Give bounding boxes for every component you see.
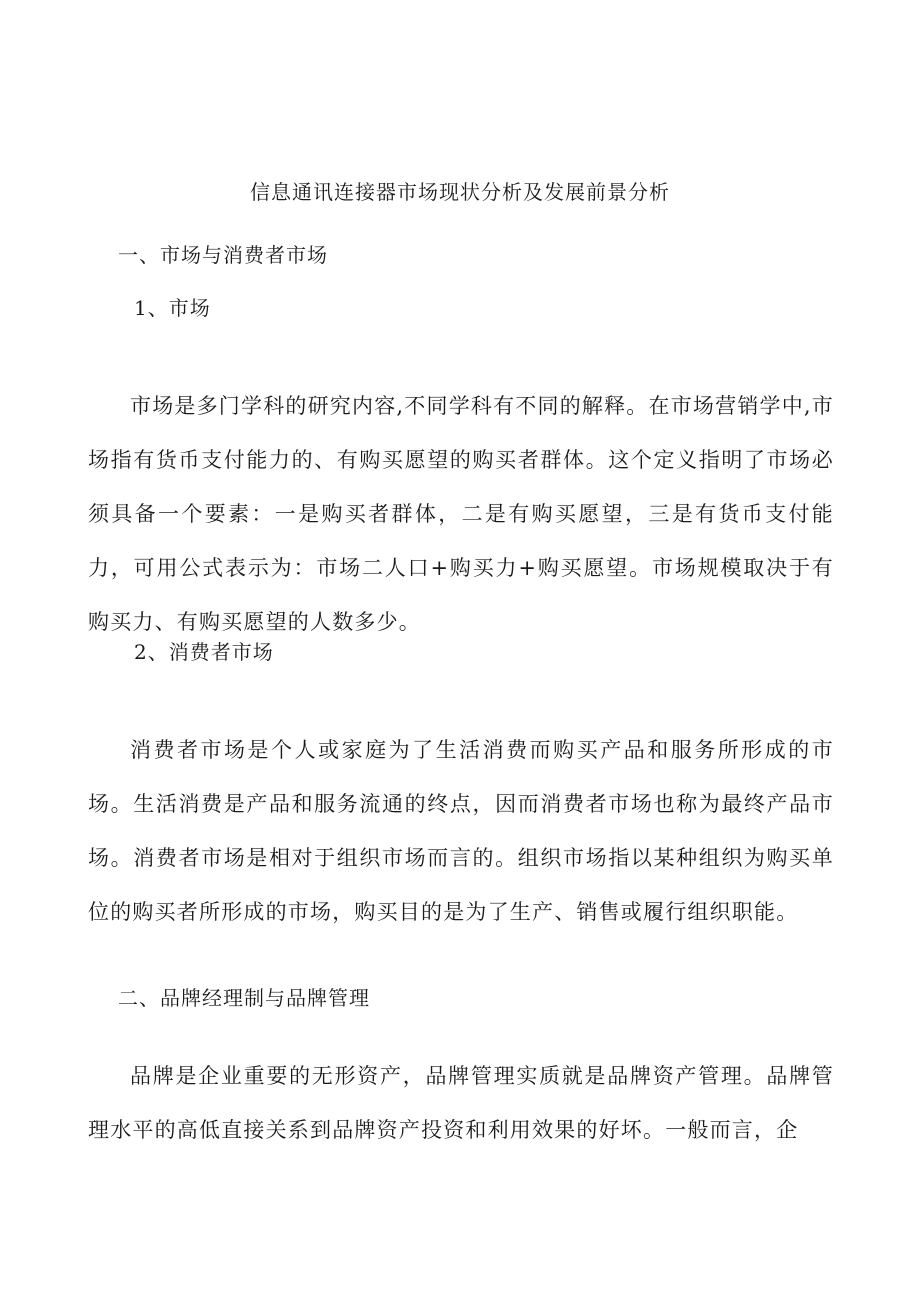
paragraph-market: 市场是多门学科的研究内容,不同学科有不同的解释。在市场营销学中,市场指有货币支付能力的、有购买愿望的购买者群体。这个定义指明了市场必须具备一个要素：一是购买者群体，二是有购买愿望，三是有货币支付能力，可用公式表示为：市场二人口+购买力+购买愿望。市场规模取决于有购买力、有购买愿望的人数多少。 (88, 394, 834, 634)
document-title: 信息通讯连接器市场现状分析及发展前景分析 (250, 180, 670, 204)
subsection-heading-consumer-market: 2、消费者市场 (134, 640, 274, 664)
section-heading-1: 一、市场与消费者市场 (118, 243, 328, 267)
section-heading-2: 二、品牌经理制与品牌管理 (118, 986, 370, 1010)
paragraph-consumer-market: 消费者市场是个人或家庭为了生活消费而购买产品和服务所形成的市场。生活消费是产品和服务流通的终点，因而消费者市场也称为最终产品市场。消费者市场是相对于组织市场而言的。组织市场指以某种组织为购买单位的购买者所形成的市场，购买目的是为了生产、销售或履行组织职能。 (88, 738, 834, 924)
paragraph-brand-management: 品牌是企业重要的无形资产，品牌管理实质就是品牌资产管理。品牌管理水平的高低直接关系到品牌资产投资和利用效果的好坏。一般而言，企 (88, 1064, 834, 1142)
subsection-heading-market: 1、市场 (134, 296, 211, 320)
